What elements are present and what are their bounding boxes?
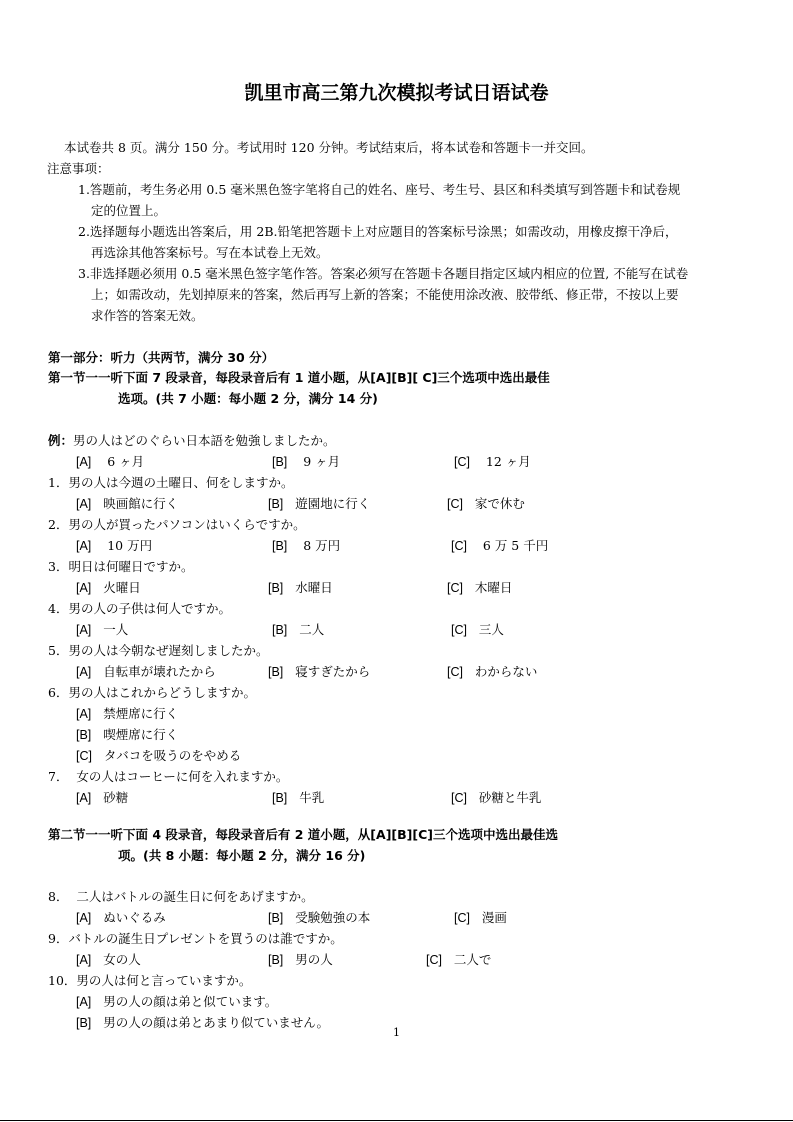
question-8: 8． 二人はバトルの誕生日に何をあげますか。 [48, 889, 314, 904]
q7-option-a: [A] 砂糖 [76, 790, 129, 805]
question-9: 9．バトルの誕生日プレゼントを買うのは誰ですか。 [48, 931, 343, 946]
q4-option-b: [B] 二人 [272, 622, 325, 637]
note-3-line-1: 3.非选择题必须用 0.5 毫米黑色签字笔作答。答案必须写在答题卡各题目指定区域内相应的位置, 不能写在试卷 [78, 266, 689, 281]
question-2: 2．男の人が買ったパソコンはいくらですか。 [48, 517, 306, 532]
q5-option-c: [C] わからない [447, 664, 538, 679]
question-4: 4．男の人の子供は何人ですか。 [48, 601, 231, 616]
section1-heading-line-2: 选项。(共 7 小题：每小题 2 分，满分 14 分) [118, 391, 378, 406]
q3-option-c: [C] 木曜日 [447, 580, 513, 595]
q10-option-a: [A] 男の人の顔は弟と似ています。 [76, 994, 278, 1009]
example-question [48, 431, 336, 449]
q6-option-c: [C] タバコを吸うのをやめる [76, 748, 242, 763]
question-7: 7． 女の人はコーヒーに何を入れますか。 [48, 769, 289, 784]
page-number: 1 [393, 1026, 400, 1039]
note-2-line-1: 2.选择题每小题选出答案后，用 2B.铅笔把答题卡上对应题目的答案标号涂黑；如需改动，用橡皮擦干净后， [78, 224, 678, 239]
example-option-c: [C] 12 ヶ月 [454, 454, 531, 469]
q1-option-b: [B] 遊園地に行く [268, 496, 371, 511]
q5-option-a: [A] 自転車が壊れたから [76, 664, 216, 679]
q7-option-c: [C] 砂糖と牛乳 [451, 790, 542, 805]
q3-option-b: [B] 水曜日 [268, 580, 333, 595]
example-option-b: [B] 9 ヶ月 [272, 454, 341, 469]
q10-option-b: [B] 男の人の顔は弟とあまり似ていません。 [76, 1015, 329, 1030]
q9-option-c: [C] 二人で [426, 952, 492, 967]
q6-option-a: [A] 禁煙席に行く [76, 706, 179, 721]
q1-option-a: [A] 映画館に行く [76, 496, 179, 511]
q2-option-c: [C] 6 万 5 千円 [451, 538, 549, 553]
question-10: 10．男の人は何と言っていますか。 [48, 973, 252, 988]
note-3-line-3: 求作答的答案无效。 [91, 308, 204, 323]
q9-option-a: [A] 女の人 [76, 952, 141, 967]
note-1-line-2: 定的位置上。 [91, 203, 167, 218]
example-option-a: [A] 6 ヶ月 [76, 454, 145, 469]
q8-option-c: [C] 漫画 [454, 910, 507, 925]
q5-option-b: [B] 寝すぎたから [268, 664, 371, 679]
q6-option-b: [B] 喫煙席に行く [76, 727, 179, 742]
section2-heading-line-2: 项。(共 8 小题：每小题 2 分，满分 16 分) [118, 848, 366, 863]
notes-label: 注意事项： [47, 161, 110, 176]
note-2-line-2: 再选涂其他答案标号。写在本试卷上无效。 [91, 245, 329, 260]
question-5: 5．男の人は今朝なぜ遅刻しましたか。 [48, 643, 269, 658]
section2-heading-line-1: 第二节一一听下面 4 段录音，每段录音后有 2 道小题，从[A][B][C]三个选项中选出最佳选 [48, 827, 558, 842]
note-3-line-2: 上；如需改动，先划掉原来的答案，然后再写上新的答案；不能使用涂改液、胶带纸、修正带，不按以上要 [91, 287, 679, 302]
example-label: 例： [48, 433, 74, 448]
q3-option-a: [A] 火曜日 [76, 580, 141, 595]
q2-option-a: [A] 10 万円 [76, 538, 153, 553]
q1-option-c: [C] 家で休む [447, 496, 525, 511]
question-3: 3．明日は何曜日ですか。 [48, 559, 194, 574]
q4-option-a: [A] 一人 [76, 622, 129, 637]
section1-heading-line-1: 第一节一一听下面 7 段录音，每段录音后有 1 道小题，从[A][B][ C]三个选项中选出最佳 [48, 370, 550, 385]
part1-heading: 第一部分：听力（共两节，满分 30 分） [48, 350, 275, 365]
q8-option-b: [B] 受験勉強の本 [268, 910, 371, 925]
q8-option-a: [A] ぬいぐるみ [76, 910, 166, 925]
example-text: 男の人はどのぐらい日本語を勉強しましたか。 [73, 433, 336, 448]
q7-option-b: [B] 牛乳 [272, 790, 325, 805]
intro-text: 本试卷共 8 页。满分 150 分。考试用时 120 分钟。考试结束后，将本试卷和答题卡一并交回。 [64, 140, 594, 155]
page-bottom-rule [0, 1120, 793, 1121]
note-1-line-1: 1.答题前，考生务必用 0.5 毫米黑色签字笔将自己的姓名、座号、考生号、县区和科类填写到答题卡和试卷规 [78, 182, 681, 197]
page-title: 凯里市高三第九次模拟考试日语试卷 [244, 82, 549, 104]
question-1: 1．男の人は今週の土曜日、何をしますか。 [48, 475, 294, 490]
q9-option-b: [B] 男の人 [268, 952, 333, 967]
q2-option-b: [B] 8 万円 [272, 538, 341, 553]
q4-option-c: [C] 三人 [451, 622, 504, 637]
question-6: 6．男の人はこれからどうしますか。 [48, 685, 256, 700]
